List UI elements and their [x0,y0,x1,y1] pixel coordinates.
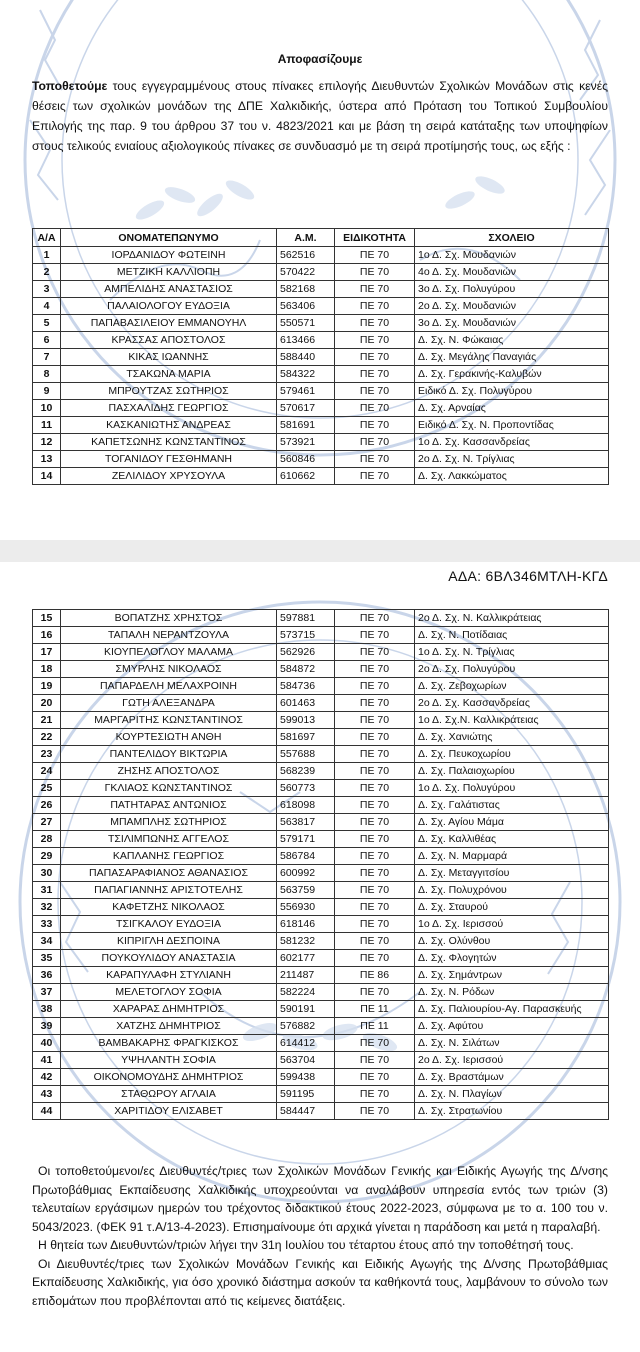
row-name: ΤΑΠΑΛΗ ΝΕΡΑΝΤΖΟΥΛΑ [61,627,277,644]
intro-text: τους εγγεγραμμένους στους πίνακες επιλογής Διευθυντών Σχολικών Μονάδων στις κενές θέσεις των σχολικών μονάδων της ΔΠΕ Χαλκιδικής, ύστερα από Πρόταση του Τοπικού Συμβουλίου Επιλογής της παρ. 9 του άρθρου 37 του ν. 4823/2021 και με βάση τη σειρά κατάταξης των υποψηφίων στους τελικούς ενιαίους αξιολογικούς πίνακες σε συνδυασμό με τη σειρά προτίμησής τους, ως εξής : [32,79,608,153]
table-row [33,712,609,729]
row-specialty: ΠΕ 70 [335,661,415,678]
row-number: 3 [33,281,61,298]
row-am: 586784 [277,848,335,865]
row-number: 27 [33,814,61,831]
row-name: ΤΟΓΑΝΙΔΟΥ ΓΕΣΘΗΜΑΝΗ [61,451,277,468]
row-number: 11 [33,417,61,434]
row-am: 573715 [277,627,335,644]
row-number: 28 [33,831,61,848]
row-school: Δ. Σχ. Ν. Ποτίδαιας [415,627,609,644]
row-number: 9 [33,383,61,400]
row-specialty: ΠΕ 70 [335,468,415,485]
row-name: ΚΑΠΕΤΣΩΝΗΣ ΚΩΝΣΤΑΝΤΙΝΟΣ [61,434,277,451]
row-number: 7 [33,349,61,366]
header-specialty: ΕΙΔΙΚΟΤΗΤΑ [335,229,415,247]
header-am: Α.Μ. [277,229,335,247]
row-school: Δ. Σχ. Αγίου Μάμα [415,814,609,831]
row-name: ΤΣΙΓΚΑΛΟΥ ΕΥΔΟΞΙΑ [61,916,277,933]
row-school: Δ. Σχ. Μεταγγιτσίου [415,865,609,882]
row-am: 601463 [277,695,335,712]
row-school: Δ. Σχ. Πευκοχωρίου [415,746,609,763]
closing-paragraph-2: Η θητεία των Διευθυντών/τριών λήγει την 31η Ιουλίου του τέταρτου έτους από την τοποθέτησή τους. [38,1238,574,1252]
row-specialty: ΠΕ 70 [335,1086,415,1103]
table-row [33,780,609,797]
row-school: Δ. Σχ. Ν. Φώκαιας [415,332,609,349]
row-school: 2ο Δ. Σχ. Πολυγύρου [415,661,609,678]
row-number: 24 [33,763,61,780]
row-specialty: ΠΕ 70 [335,610,415,627]
row-specialty: ΠΕ 70 [335,434,415,451]
row-am: 570617 [277,400,335,417]
row-school: Ειδικό Δ. Σχ. Πολυγύρου [415,383,609,400]
row-name: ΤΣΙΛΙΜΠΩΝΗΣ ΑΓΓΕΛΟΣ [61,831,277,848]
row-am: 588440 [277,349,335,366]
row-specialty: ΠΕ 70 [335,746,415,763]
row-name: ΧΑΡΑΡΑΣ ΔΗΜΗΤΡΙΟΣ [61,1001,277,1018]
row-school: Ειδικό Δ. Σχ. Ν. Προποντίδας [415,417,609,434]
intro-lead: Τοποθετούμε [32,79,108,93]
row-specialty: ΠΕ 70 [335,882,415,899]
row-number: 2 [33,264,61,281]
row-school: Δ. Σχ. Καλλιθέας [415,831,609,848]
row-am: 550571 [277,315,335,332]
table-header-row [33,229,609,247]
row-specialty: ΠΕ 70 [335,984,415,1001]
row-specialty: ΠΕ 70 [335,1103,415,1120]
row-am: 563759 [277,882,335,899]
table-row [33,1086,609,1103]
page-separator [0,540,640,562]
header-school: ΣΧΟΛΕΙΟ [415,229,609,247]
row-specialty: ΠΕ 70 [335,763,415,780]
table-body-page1 [33,247,609,485]
row-number: 25 [33,780,61,797]
row-name: ΜΠΡΟΥΤΖΑΣ ΣΩΤΗΡΙΟΣ [61,383,277,400]
row-specialty: ΠΕ 70 [335,349,415,366]
table-row [33,264,609,281]
row-name: ΑΜΠΕΛΙΔΗΣ ΑΝΑΣΤΑΣΙΟΣ [61,281,277,298]
row-name: ΓΚΛΙΑΟΣ ΚΩΝΣΤΑΝΤΙΝΟΣ [61,780,277,797]
table-row [33,984,609,1001]
row-name: ΚΡΑΣΣΑΣ ΑΠΟΣΤΟΛΟΣ [61,332,277,349]
table-row [33,695,609,712]
table-row [33,417,609,434]
row-number: 39 [33,1018,61,1035]
row-am: 560846 [277,451,335,468]
row-am: 597881 [277,610,335,627]
decision-title: Αποφασίζουμε [277,52,363,66]
row-number: 41 [33,1052,61,1069]
row-specialty: ΠΕ 70 [335,950,415,967]
row-specialty: ΠΕ 70 [335,678,415,695]
row-school: 1ο Δ. Σχ. Πολυγύρου [415,780,609,797]
row-number: 30 [33,865,61,882]
row-school: Δ. Σχ. Σταυρού [415,899,609,916]
row-number: 15 [33,610,61,627]
row-specialty: ΠΕ 70 [335,848,415,865]
row-number: 8 [33,366,61,383]
row-specialty: ΠΕ 70 [335,865,415,882]
table-row [33,281,609,298]
row-name: ΚΑΦΕΤΖΗΣ ΝΙΚΟΛΑΟΣ [61,899,277,916]
row-specialty: ΠΕ 70 [335,729,415,746]
table-row [33,1001,609,1018]
table-row [33,729,609,746]
row-am: 556930 [277,899,335,916]
row-name: ΠΟΥΚΟΥΛΙΔΟΥ ΑΝΑΣΤΑΣΙΑ [61,950,277,967]
row-name: ΖΗΣΗΣ ΑΠΟΣΤΟΛΟΣ [61,763,277,780]
table-row [33,746,609,763]
row-school: Δ. Σχ. Φλογητών [415,950,609,967]
row-specialty: ΠΕ 70 [335,332,415,349]
row-school: 1ο Δ. Σχ.Ν. Καλλικράτειας [415,712,609,729]
row-specialty: ΠΕ 70 [335,933,415,950]
row-specialty: ΠΕ 70 [335,780,415,797]
row-school: 2ο Δ. Σχ. Ν. Καλλικράτειας [415,610,609,627]
table-row [33,950,609,967]
row-am: 573921 [277,434,335,451]
row-name: ΣΜΥΡΛΗΣ ΝΙΚΟΛΑΟΣ [61,661,277,678]
row-number: 21 [33,712,61,729]
row-am: 211487 [277,967,335,984]
header-name: ΟΝΟΜΑΤΕΠΩΝΥΜΟ [61,229,277,247]
header-aa: Α/Α [33,229,61,247]
row-am: 579461 [277,383,335,400]
appointments-table-page1 [32,228,609,485]
row-name: ΒΟΠΑΤΖΗΣ ΧΡΗΣΤΟΣ [61,610,277,627]
row-name: ΟΙΚΟΝΟΜΟΥΔΗΣ ΔΗΜΗΤΡΙΟΣ [61,1069,277,1086]
table-row [33,763,609,780]
row-school: 4ο Δ. Σχ. Μουδανιών [415,264,609,281]
table-row [33,383,609,400]
row-school: Δ. Σχ. Ολύνθου [415,933,609,950]
row-specialty: ΠΕ 70 [335,451,415,468]
row-number: 44 [33,1103,61,1120]
row-number: 32 [33,899,61,916]
row-specialty: ΠΕ 70 [335,366,415,383]
table-row [33,332,609,349]
row-name: ΚΟΥΡΤΕΣΙΩΤΗ ΑΝΘΗ [61,729,277,746]
row-am: 563817 [277,814,335,831]
row-school: 2ο Δ. Σχ. Κασσανδρείας [415,695,609,712]
intro-paragraph [32,76,608,156]
row-specialty: ΠΕ 70 [335,298,415,315]
row-school: Δ. Σχ. Παλιουρίου-Αγ. Παρασκευής [415,1001,609,1018]
row-am: 557688 [277,746,335,763]
row-am: 584872 [277,661,335,678]
row-am: 563406 [277,298,335,315]
table-row [33,349,609,366]
row-am: 581691 [277,417,335,434]
row-number: 33 [33,916,61,933]
row-specialty: ΠΕ 70 [335,281,415,298]
row-name: ΚΙΟΥΠΕΛΟΓΛΟΥ ΜΑΛΑΜΑ [61,644,277,661]
table-row [33,451,609,468]
row-number: 29 [33,848,61,865]
table-row [33,797,609,814]
row-name: ΠΑΠΑΡΔΕΛΗ ΜΕΛΑΧΡΟΙΝΗ [61,678,277,695]
row-number: 12 [33,434,61,451]
row-name: ΙΟΡΔΑΝΙΔΟΥ ΦΩΤΕΙΝΗ [61,247,277,264]
row-am: 610662 [277,468,335,485]
row-number: 43 [33,1086,61,1103]
table-row [33,366,609,383]
row-specialty: ΠΕ 70 [335,899,415,916]
row-number: 14 [33,468,61,485]
row-number: 6 [33,332,61,349]
row-number: 5 [33,315,61,332]
row-name: ΚΙΠΡΙΓΛΗ ΔΕΣΠΟΙΝΑ [61,933,277,950]
row-school: 3ο Δ. Σχ. Πολυγύρου [415,281,609,298]
table-row [33,400,609,417]
row-specialty: ΠΕ 70 [335,627,415,644]
ada-code: ΑΔΑ: 6ΒΛ346ΜΤΛΗ-ΚΓΔ [448,568,608,584]
row-number: 35 [33,950,61,967]
row-am: 584447 [277,1103,335,1120]
row-am: 618146 [277,916,335,933]
row-school: Δ. Σχ. Γερακινής-Καλυβών [415,366,609,383]
row-name: ΧΑΡΙΤΙΔΟΥ ΕΛΙΣΑΒΕΤ [61,1103,277,1120]
table-row [33,865,609,882]
row-school: Δ. Σχ. Στρατωνίου [415,1103,609,1120]
row-specialty: ΠΕ 70 [335,695,415,712]
row-school: 1ο Δ. Σχ. Κασσανδρείας [415,434,609,451]
row-am: 582168 [277,281,335,298]
row-number: 1 [33,247,61,264]
row-am: 591195 [277,1086,335,1103]
row-school: Δ. Σχ. Ν. Μαρμαρά [415,848,609,865]
row-am: 581697 [277,729,335,746]
row-name: ΜΕΛΕΤΟΓΛΟΥ ΣΟΦΙΑ [61,984,277,1001]
row-am: 600992 [277,865,335,882]
row-specialty: ΠΕ 70 [335,644,415,661]
row-am: 599438 [277,1069,335,1086]
row-name: ΚΑΣΚΑΝΙΩΤΗΣ ΑΝΔΡΕΑΣ [61,417,277,434]
row-name: ΠΑΤΗΤΑΡΑΣ ΑΝΤΩΝΙΟΣ [61,797,277,814]
row-name: ΠΑΠΑΣΑΡΑΦΙΑΝΟΣ ΑΘΑΝΑΣΙΟΣ [61,865,277,882]
table-row [33,644,609,661]
row-name: ΚΑΠΛΑΝΗΣ ΓΕΩΡΓΙΟΣ [61,848,277,865]
row-school: Δ. Σχ. Σημάντρων [415,967,609,984]
row-am: 570422 [277,264,335,281]
row-number: 20 [33,695,61,712]
row-specialty: ΠΕ 70 [335,417,415,434]
table-row [33,1069,609,1086]
row-number: 18 [33,661,61,678]
row-specialty: ΠΕ 70 [335,264,415,281]
row-name: ΜΑΡΓΑΡΙΤΗΣ ΚΩΝΣΤΑΝΤΙΝΟΣ [61,712,277,729]
row-number: 23 [33,746,61,763]
row-specialty: ΠΕ 70 [335,400,415,417]
row-number: 40 [33,1035,61,1052]
row-name: ΣΤΑΘΩΡΟΥ ΑΓΛΑΙΑ [61,1086,277,1103]
table-row [33,882,609,899]
row-number: 22 [33,729,61,746]
row-school: 2ο Δ. Σχ. Ν. Τρίγλιας [415,451,609,468]
closing-paragraph-3: Οι Διευθυντές/τριες των Σχολικών Μονάδων Γενικής και Ειδικής Αγωγής της Δ/νσης Πρωτοβάθμιας Εκπαίδευσης Χαλκιδικής, για όσο χρονικό διάστημα ασκούν τα καθήκοντά τους, λαμβάνουν το σύνολο των επιδομάτων που προβλέπονται από τις κείμενες διατάξεις. [32,1256,608,1308]
row-name: ΠΑΠΑΒΑΣΙΛΕΙΟΥ ΕΜΜΑΝΟΥΗΛ [61,315,277,332]
row-am: 614412 [277,1035,335,1052]
row-name: ΒΑΜΒΑΚΑΡΗΣ ΦΡΑΓΚΙΣΚΟΣ [61,1035,277,1052]
row-school: Δ. Σχ. Πολυχρόνου [415,882,609,899]
row-name: ΖΕΛΙΛΙΔΟΥ ΧΡΥΣΟΥΛΑ [61,468,277,485]
row-number: 16 [33,627,61,644]
row-specialty: ΠΕ 86 [335,967,415,984]
row-name: ΜΠΑΜΠΛΗΣ ΣΩΤΗΡΙΟΣ [61,814,277,831]
row-specialty: ΠΕ 70 [335,712,415,729]
row-school: 1ο Δ. Σχ. Μουδανιών [415,247,609,264]
row-name: ΜΕΤΖΙΚΗ ΚΑΛΛΙΟΠΗ [61,264,277,281]
row-am: 576882 [277,1018,335,1035]
row-specialty: ΠΕ 70 [335,247,415,264]
table-row [33,661,609,678]
closing-paragraph-1: Οι τοποθετούμενοι/ες Διευθυντές/τριες των Σχολικών Μονάδων Γενικής και Ειδικής Αγωγής της Δ/νσης Πρωτοβάθμιας Εκπαίδευσης Χαλκιδικής υποχρεούνται να αναλάβουν υπηρεσία εντός των τριών (3) τελευταίων εργάσιμων ημερών του τρέχοντος διδακτικού έτους 2022-2023, σύμφωνα με το α. 100 του ν. 5043/2023. (ΦΕΚ 91 τ.Α/13-4-2023). Επισημαίνουμε ότι αρχικά γίνεται η παράδοση και μετά η παραλαβή. [32,1164,608,1234]
row-number: 10 [33,400,61,417]
row-name: ΤΣΑΚΩΝΑ ΜΑΡΙΑ [61,366,277,383]
row-name: ΓΩΤΗ ΑΛΕΞΑΝΔΡΑ [61,695,277,712]
row-number: 13 [33,451,61,468]
row-am: 563704 [277,1052,335,1069]
row-school: Δ. Σχ. Ν. Σιλάτων [415,1035,609,1052]
table-row [33,1052,609,1069]
row-school: 1ο Δ. Σχ. Ιερισσού [415,916,609,933]
table-row [33,831,609,848]
row-number: 38 [33,1001,61,1018]
row-specialty: ΠΕ 70 [335,1035,415,1052]
row-number: 26 [33,797,61,814]
row-specialty: ΠΕ 70 [335,383,415,400]
table-row [33,1035,609,1052]
table-row [33,967,609,984]
row-school: Δ. Σχ. Ζεβοχωρίων [415,678,609,695]
table-row [33,814,609,831]
table-row [33,1018,609,1035]
row-am: 584322 [277,366,335,383]
row-number: 31 [33,882,61,899]
row-number: 4 [33,298,61,315]
row-specialty: ΠΕ 70 [335,315,415,332]
table-row [33,899,609,916]
row-specialty: ΠΕ 70 [335,831,415,848]
row-school: 2ο Δ. Σχ. Ιερισσού [415,1052,609,1069]
row-am: 579171 [277,831,335,848]
table-row [33,468,609,485]
table-row [33,610,609,627]
row-am: 560773 [277,780,335,797]
table-body-page2 [33,610,609,1120]
row-specialty: ΠΕ 70 [335,916,415,933]
row-am: 568239 [277,763,335,780]
row-school: Δ. Σχ. Ν. Ρόδων [415,984,609,1001]
table-row [33,247,609,264]
row-school: Δ. Σχ. Χανιώτης [415,729,609,746]
row-name: ΠΑΝΤΕΛΙΔΟΥ ΒΙΚΤΩΡΙΑ [61,746,277,763]
row-name: ΧΑΤΖΗΣ ΔΗΜΗΤΡΙΟΣ [61,1018,277,1035]
row-school: 1ο Δ. Σχ. Ν. Τρίγλιας [415,644,609,661]
row-number: 19 [33,678,61,695]
row-school: Δ. Σχ. Παλαιοχωρίου [415,763,609,780]
table-row [33,848,609,865]
row-specialty: ΠΕ 11 [335,1018,415,1035]
appointments-table-page2 [32,609,609,1120]
row-am: 599013 [277,712,335,729]
table-row [33,678,609,695]
row-am: 590191 [277,1001,335,1018]
row-number: 42 [33,1069,61,1086]
table-row [33,916,609,933]
row-am: 602177 [277,950,335,967]
row-am: 584736 [277,678,335,695]
row-specialty: ΠΕ 70 [335,1069,415,1086]
row-school: 3ο Δ. Σχ. Μουδανιών [415,315,609,332]
row-am: 618098 [277,797,335,814]
row-am: 613466 [277,332,335,349]
table-row [33,298,609,315]
row-school: Δ. Σχ. Αρναίας [415,400,609,417]
row-number: 36 [33,967,61,984]
row-name: ΠΑΠΑΓΙΑΝΝΗΣ ΑΡΙΣΤΟΤΕΛΗΣ [61,882,277,899]
closing-text [32,1162,608,1310]
row-specialty: ΠΕ 70 [335,814,415,831]
table-row [33,1103,609,1120]
row-number: 17 [33,644,61,661]
row-number: 37 [33,984,61,1001]
row-specialty: ΠΕ 11 [335,1001,415,1018]
row-name: ΠΑΣΧΑΛΙΔΗΣ ΓΕΩΡΓΙΟΣ [61,400,277,417]
table-row [33,434,609,451]
table-row [33,627,609,644]
row-am: 581232 [277,933,335,950]
row-name: ΚΑΡΑΠΥΛΑΦΗ ΣΤΥΛΙΑΝΗ [61,967,277,984]
row-school: Δ. Σχ. Μεγάλης Παναγιάς [415,349,609,366]
row-name: ΥΨΗΛΑΝΤΗ ΣΟΦΙΑ [61,1052,277,1069]
table-row [33,315,609,332]
row-school: Δ. Σχ. Αφύτου [415,1018,609,1035]
row-school: 2ο Δ. Σχ. Μουδανιών [415,298,609,315]
document-page-2 [0,562,640,1352]
row-school: Δ. Σχ. Βραστάμων [415,1069,609,1086]
row-am: 562926 [277,644,335,661]
row-name: ΚΙΚΑΣ ΙΩΑΝΝΗΣ [61,349,277,366]
row-number: 34 [33,933,61,950]
row-am: 582224 [277,984,335,1001]
row-school: Δ. Σχ. Γαλάτιστας [415,797,609,814]
row-name: ΠΑΛΑΙΟΛΟΓΟΥ ΕΥΔΟΞΙΑ [61,298,277,315]
row-specialty: ΠΕ 70 [335,1052,415,1069]
row-school: Δ. Σχ. Ν. Πλαγίων [415,1086,609,1103]
table-row [33,933,609,950]
row-school: Δ. Σχ. Λακκώματος [415,468,609,485]
row-specialty: ΠΕ 70 [335,797,415,814]
row-am: 562516 [277,247,335,264]
document-page-1 [0,0,640,540]
